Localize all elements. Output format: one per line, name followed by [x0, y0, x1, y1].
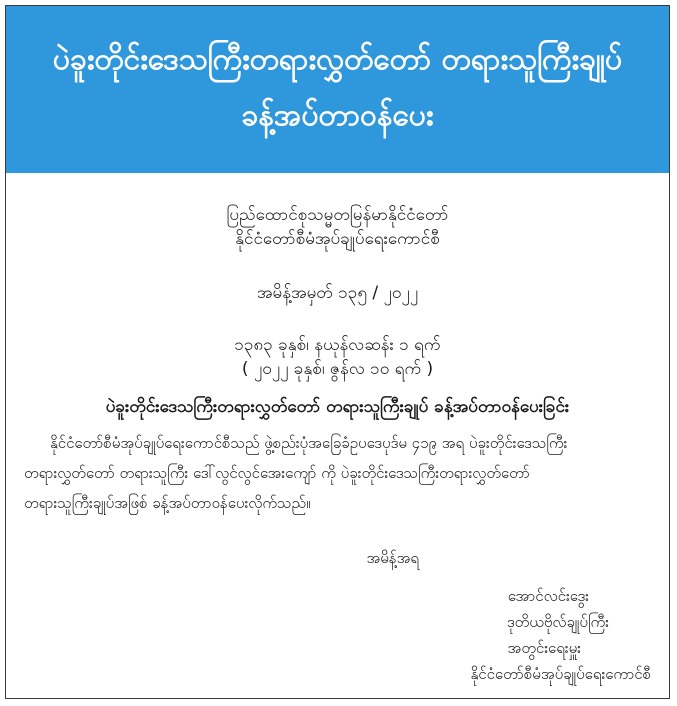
myanmar-date: ၁၃၈၃ ခုနှစ်၊ နယုန်လဆန်း ၁ ရက်: [234, 335, 441, 355]
government-notice: [5, 5, 670, 699]
banner-title-line-1: ပဲခူးတိုင်းဒေသကြီးတရားလွှတ်တော် တရားသူကြီးချုပ်: [52, 42, 623, 77]
gregorian-date: ( ၂၀၂၂ ခုနှစ်၊ ဇွန်လ ၁၀ ရက် ): [241, 359, 434, 379]
state-name: ပြည်ထောင်စုသမ္မတမြန်မာနိုင်ငံတော်: [226, 205, 449, 225]
signatory-name: အောင်လင်းဒွေး: [507, 587, 589, 605]
signatory-rank: ဒုတိယဗိုလ်ချုပ်ကြီး: [506, 613, 609, 631]
paragraph-line-2: တရားလွှတ်တော် တရားသူကြီး ဒေါ်လွင်လွင်အေးကျော် ကို ပဲခူးတိုင်းဒေသကြီးတရားလွှတ်တော်: [24, 464, 530, 482]
paragraph-line-3: တရားသူကြီးချုပ်အဖြစ် ခန့်အပ်တာဝန်ပေးလိုက်သည်။: [24, 494, 311, 512]
issuing-authority: နိုင်ငံတော်စီမံအုပ်ချုပ်ရေးကောင်စီ: [235, 229, 440, 249]
banner-title-line-2: ခန့်အပ်တာဝန်ပေး: [241, 98, 434, 133]
order-number: အမိန့်အမှတ် ၁၃၅ / ၂၀၂၂: [256, 283, 419, 303]
notice-subject: ပဲခူးတိုင်းဒေသကြီးတရားလွှတ်တော် တရားသူကြီးချုပ် ခန့်အပ်တာဝန်ပေးခြင်း: [105, 397, 570, 417]
signatory-position: အတွင်းရေးမှူး: [507, 639, 581, 657]
signatory-organization: နိုင်ငံတော်စီမံအုပ်ချုပ်ရေးကောင်စီ: [470, 665, 651, 683]
notice-body: [6, 173, 669, 698]
paragraph-line-1: နိုင်ငံတော်စီမံအုပ်ချုပ်ရေးကောင်စီသည် ဖွဲ့စည်းပုံအခြေခံဥပဒေပုဒ်မ ၄၁၉ အရ ပဲခူးတိုင်းဒေသကြီး: [50, 434, 568, 452]
by-order-label: အမိန့်အရ: [366, 549, 419, 567]
title-banner: [6, 6, 669, 173]
order-paragraph: [24, 428, 651, 518]
